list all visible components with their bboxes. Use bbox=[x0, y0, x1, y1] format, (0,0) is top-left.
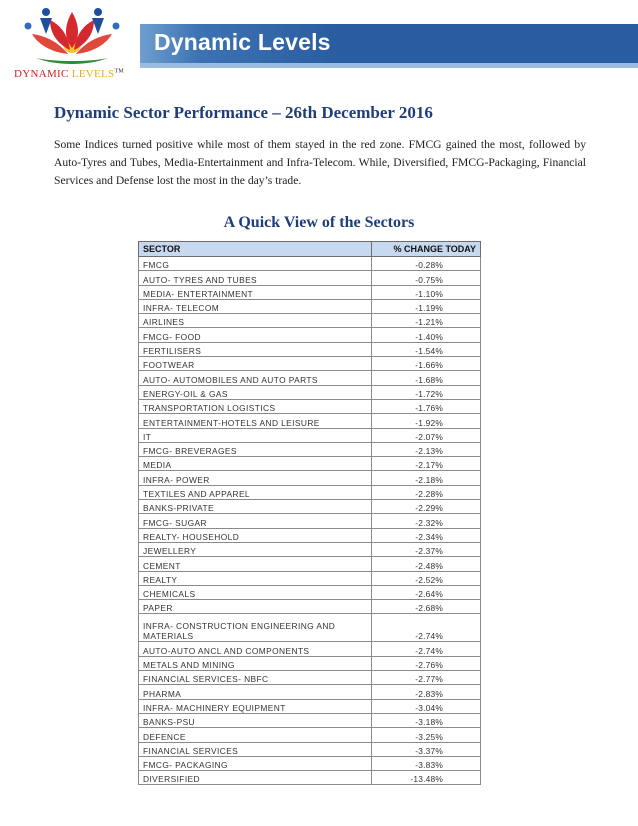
percent-change-cell: -1.19% bbox=[372, 299, 481, 313]
sector-name-cell: PAPER bbox=[139, 600, 372, 614]
percent-change-cell: -1.76% bbox=[372, 399, 481, 413]
table-row bbox=[139, 671, 481, 685]
table-row bbox=[139, 571, 481, 585]
sector-name-cell: AUTO-AUTO ANCL AND COMPONENTS bbox=[139, 642, 372, 656]
sector-name-cell: FOOTWEAR bbox=[139, 357, 372, 371]
sector-name-cell: AIRLINES bbox=[139, 314, 372, 328]
percent-change-cell: -2.68% bbox=[372, 600, 481, 614]
table-row bbox=[139, 457, 481, 471]
percent-change-cell: -1.68% bbox=[372, 371, 481, 385]
table-row bbox=[139, 399, 481, 413]
percent-change-cell: -2.29% bbox=[372, 500, 481, 514]
sector-name-cell: TRANSPORTATION LOGISTICS bbox=[139, 399, 372, 413]
table-row bbox=[139, 742, 481, 756]
sector-name-cell: METALS AND MINING bbox=[139, 656, 372, 670]
table-row bbox=[139, 285, 481, 299]
percent-change-cell: -2.37% bbox=[372, 542, 481, 556]
percent-change-cell: -2.52% bbox=[372, 571, 481, 585]
sector-name-cell: INFRA- CONSTRUCTION ENGINEERING AND MATERIALS bbox=[139, 614, 372, 642]
sector-name-cell: BANKS-PRIVATE bbox=[139, 500, 372, 514]
percent-change-cell: -2.34% bbox=[372, 528, 481, 542]
column-header-sector: SECTOR bbox=[139, 242, 372, 257]
table-row bbox=[139, 728, 481, 742]
sector-name-cell: INFRA- POWER bbox=[139, 471, 372, 485]
table-row bbox=[139, 271, 481, 285]
lotus-logo-icon bbox=[6, 4, 146, 70]
intro-paragraph: Some Indices turned positive while most of them stayed in the red zone. FMCG gained the most, followed by Auto-Tyres and Tubes, Media-Entertainment and Infra-Telecom. While, Diversified, FMCG-Packaging, Financial Services and Defense lost the most in the day’s trade. bbox=[54, 138, 586, 187]
table-row bbox=[139, 299, 481, 313]
sector-name-cell: ENERGY-OIL & GAS bbox=[139, 385, 372, 399]
percent-change-cell: -2.07% bbox=[372, 428, 481, 442]
table-row bbox=[139, 600, 481, 614]
sector-name-cell: FMCG- BREVERAGES bbox=[139, 442, 372, 456]
table-row bbox=[139, 371, 481, 385]
percent-change-cell: -3.04% bbox=[372, 699, 481, 713]
sector-name-cell: FINANCIAL SERVICES bbox=[139, 742, 372, 756]
percent-change-cell: -0.28% bbox=[372, 257, 481, 271]
table-row bbox=[139, 485, 481, 499]
table-row bbox=[139, 257, 481, 271]
percent-change-cell: -2.48% bbox=[372, 557, 481, 571]
sector-name-cell: FMCG- PACKAGING bbox=[139, 756, 372, 770]
percent-change-cell: -2.74% bbox=[372, 642, 481, 656]
sector-name-cell: CEMENT bbox=[139, 557, 372, 571]
percent-change-cell: -2.13% bbox=[372, 442, 481, 456]
sector-name-cell: TEXTILES AND APPAREL bbox=[139, 485, 372, 499]
sector-name-cell: FINANCIAL SERVICES- NBFC bbox=[139, 671, 372, 685]
percent-change-cell: -0.75% bbox=[372, 271, 481, 285]
percent-change-cell: -2.83% bbox=[372, 685, 481, 699]
percent-change-cell: -2.17% bbox=[372, 457, 481, 471]
percent-change-cell: -1.72% bbox=[372, 385, 481, 399]
sector-name-cell: DIVERSIFIED bbox=[139, 771, 372, 785]
table-row bbox=[139, 614, 481, 642]
banner-stripe bbox=[140, 63, 638, 68]
company-logo bbox=[6, 4, 146, 86]
table-row bbox=[139, 756, 481, 770]
percent-change-cell: -3.25% bbox=[372, 728, 481, 742]
table-row bbox=[139, 699, 481, 713]
sector-name-cell: FMCG bbox=[139, 257, 372, 271]
sector-name-cell: ENTERTAINMENT-HOTELS AND LEISURE bbox=[139, 414, 372, 428]
sector-name-cell: PHARMA bbox=[139, 685, 372, 699]
table-row bbox=[139, 771, 481, 785]
table-row bbox=[139, 500, 481, 514]
sector-name-cell: CHEMICALS bbox=[139, 585, 372, 599]
sector-name-cell: FMCG- SUGAR bbox=[139, 514, 372, 528]
table-row bbox=[139, 685, 481, 699]
sector-name-cell: JEWELLERY bbox=[139, 542, 372, 556]
table-row bbox=[139, 357, 481, 371]
sector-name-cell: INFRA- TELECOM bbox=[139, 299, 372, 313]
table-row bbox=[139, 542, 481, 556]
table-row bbox=[139, 385, 481, 399]
percent-change-cell: -1.10% bbox=[372, 285, 481, 299]
percent-change-cell: -2.74% bbox=[372, 614, 481, 642]
percent-change-cell: -2.28% bbox=[372, 485, 481, 499]
percent-change-cell: -3.83% bbox=[372, 756, 481, 770]
sector-name-cell: DEFENCE bbox=[139, 728, 372, 742]
table-header-row bbox=[139, 242, 481, 257]
sector-name-cell: IT bbox=[139, 428, 372, 442]
sector-performance-table bbox=[138, 241, 481, 785]
table-row bbox=[139, 656, 481, 670]
percent-change-cell: -1.40% bbox=[372, 328, 481, 342]
table-row bbox=[139, 314, 481, 328]
sector-name-cell: BANKS-PSU bbox=[139, 713, 372, 727]
sector-name-cell: AUTO- TYRES AND TUBES bbox=[139, 271, 372, 285]
table-row bbox=[139, 713, 481, 727]
table-row bbox=[139, 428, 481, 442]
header-banner bbox=[140, 24, 638, 68]
document-title: Dynamic Sector Performance – 26th December 2016 bbox=[54, 103, 433, 122]
table-row bbox=[139, 414, 481, 428]
table-row bbox=[139, 642, 481, 656]
table-row bbox=[139, 557, 481, 571]
table-row bbox=[139, 514, 481, 528]
logo-wordmark: DYNAMIC LEVELS™ bbox=[14, 68, 125, 80]
sector-name-cell: REALTY bbox=[139, 571, 372, 585]
percent-change-cell: -2.32% bbox=[372, 514, 481, 528]
sector-name-cell: REALTY- HOUSEHOLD bbox=[139, 528, 372, 542]
percent-change-cell: -2.64% bbox=[372, 585, 481, 599]
section-title: A Quick View of the Sectors bbox=[223, 214, 415, 231]
sector-name-cell: FERTILISERS bbox=[139, 342, 372, 356]
percent-change-cell: -13.48% bbox=[372, 771, 481, 785]
percent-change-cell: -2.77% bbox=[372, 671, 481, 685]
column-header-change: % CHANGE TODAY bbox=[372, 242, 481, 257]
sector-name-cell: INFRA- MACHINERY EQUIPMENT bbox=[139, 699, 372, 713]
banner-title: Dynamic Levels bbox=[154, 29, 331, 55]
table-row bbox=[139, 442, 481, 456]
percent-change-cell: -1.54% bbox=[372, 342, 481, 356]
sector-name-cell: FMCG- FOOD bbox=[139, 328, 372, 342]
percent-change-cell: -1.21% bbox=[372, 314, 481, 328]
percent-change-cell: -2.76% bbox=[372, 656, 481, 670]
table-row bbox=[139, 585, 481, 599]
percent-change-cell: -1.92% bbox=[372, 414, 481, 428]
table-row bbox=[139, 328, 481, 342]
table-row bbox=[139, 471, 481, 485]
sector-name-cell: MEDIA bbox=[139, 457, 372, 471]
sector-name-cell: MEDIA- ENTERTAINMENT bbox=[139, 285, 372, 299]
percent-change-cell: -3.18% bbox=[372, 713, 481, 727]
percent-change-cell: -2.18% bbox=[372, 471, 481, 485]
percent-change-cell: -3.37% bbox=[372, 742, 481, 756]
table-row bbox=[139, 528, 481, 542]
sector-name-cell: AUTO- AUTOMOBILES AND AUTO PARTS bbox=[139, 371, 372, 385]
table-row bbox=[139, 342, 481, 356]
percent-change-cell: -1.66% bbox=[372, 357, 481, 371]
